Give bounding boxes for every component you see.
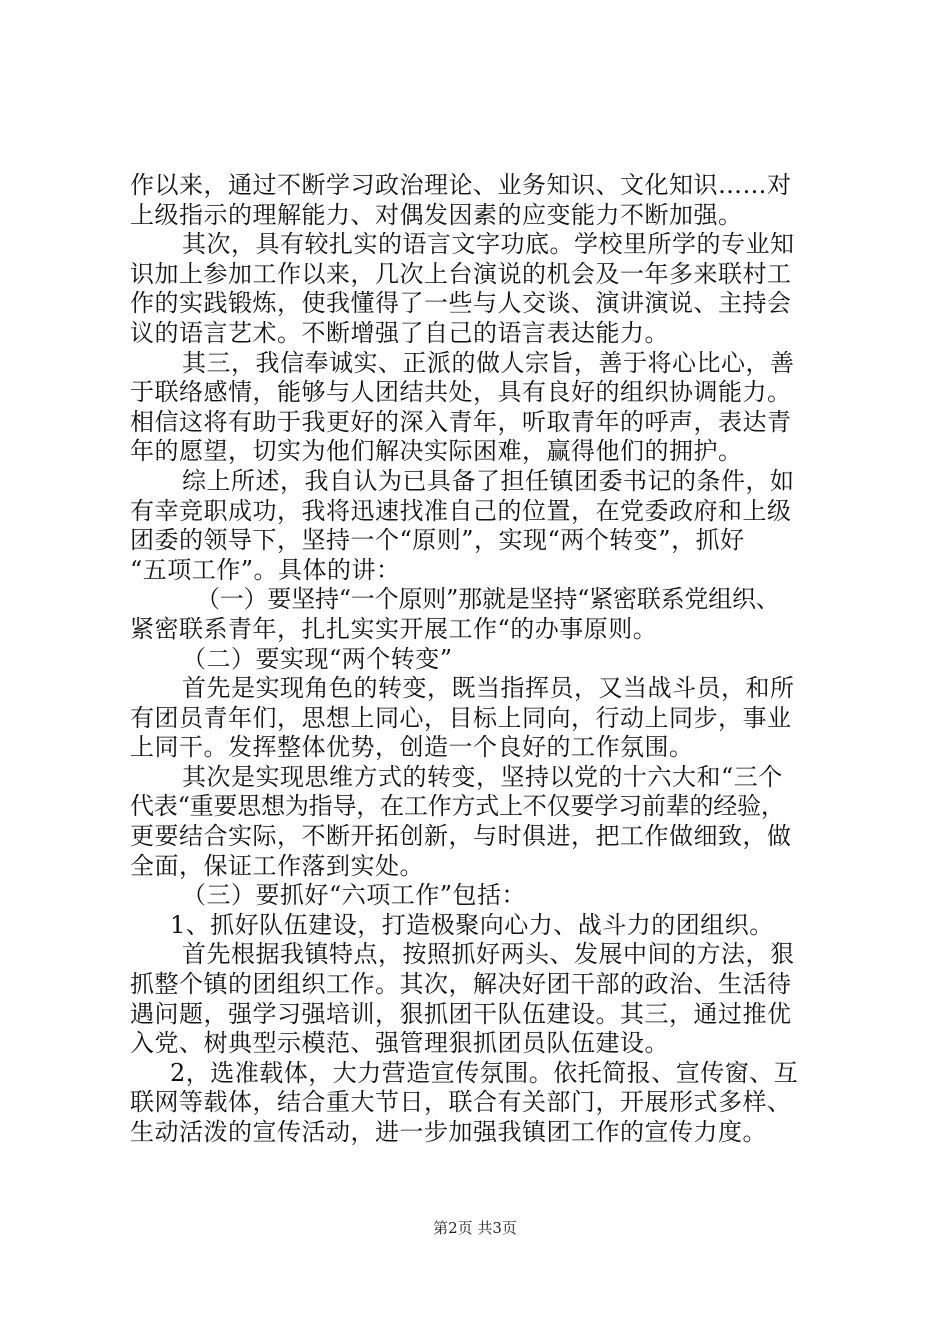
text-line: 代表“重要思想为指导，在工作方式上不仅要学习前辈的经验，: [130, 792, 785, 821]
text-line: 其次，具有较扎实的语言文字功底。学校里所学的专业知: [182, 230, 795, 259]
text-line: 综上所述，我自认为已具备了担任镇团委书记的条件，如: [182, 466, 795, 495]
text-line: 2，选准载体，大力营造宣传氛围。依托简报、宣传窗、互: [170, 1058, 799, 1087]
text-line: 遇问题，强学习强培训，狠抓团干队伍建设。其三，通过推优: [130, 999, 792, 1028]
text-line: 团委的领导下，坚持一个“原则”，实现“两个转变”，抓好: [130, 526, 745, 555]
document-body: [130, 171, 830, 1148]
page-number: 第2页 共3页: [433, 1219, 517, 1237]
text-line: 生动活泼的宣传活动，进一步加强我镇团工作的宣传力度。: [130, 1118, 767, 1146]
text-line: 联网等载体，结合重大节日，联合有关部门，开展形式多样、: [130, 1088, 792, 1117]
text-line: 有幸竞职成功，我将迅速找准自己的位置，在党委政府和上级: [130, 496, 792, 525]
text-line: 入党、树典型示模范、强管理狠抓团员队伍建设。: [130, 1029, 669, 1058]
text-line: 全面，保证工作落到实处。: [130, 851, 424, 880]
text-line: 上同干。发挥整体优势，创造一个良好的工作氛围。: [130, 733, 694, 762]
text-line: 相信这将有助于我更好的深入青年，听取青年的呼声，表达青: [130, 407, 792, 436]
text-line: 首先是实现角色的转变，既当指挥员，又当战斗员，和所: [182, 674, 795, 703]
text-line: 其三，我信奉诚实、正派的做人宗旨，善于将心比心，善: [182, 348, 795, 377]
text-line: （一）要坚持“一个原则”那就是坚持“紧密联系党组织、: [196, 585, 780, 614]
text-line: 紧密联系青年，扎扎实实开展工作“的办事原则。: [130, 614, 658, 643]
text-line: 于联络感情，能够与人团结共处，具有良好的组织协调能力。: [130, 378, 792, 407]
text-line: 抓整个镇的团组织工作。其次，解决好团干部的政治、生活待: [130, 970, 792, 999]
text-line: 首先根据我镇特点，按照抓好两头、发展中间的方法，狠: [182, 940, 795, 969]
text-line: 识加上参加工作以来，几次上台演说的机会及一年多来联村工: [130, 259, 792, 288]
text-line: 上级指示的理解能力、对偶发因素的应变能力不断加强。: [130, 200, 743, 229]
text-line: （三）要抓好“六项工作”包括：: [182, 881, 527, 910]
text-line: 1、抓好队伍建设，打造极聚向心力、战斗力的团组织。: [170, 910, 774, 939]
text-line: 有团员青年们，思想上同心，目标上同向，行动上同步，事业: [130, 703, 792, 732]
text-line: 其次是实现思维方式的转变，坚持以党的十六大和“三个: [182, 762, 783, 791]
text-line: 议的语言艺术。不断增强了自己的语言表达能力。: [130, 318, 669, 347]
text-line: “五项工作”。具体的讲：: [130, 555, 401, 584]
text-line: 更要结合实际，不断开拓创新，与时俱进，把工作做细致，做: [130, 822, 792, 851]
text-line: 作以来，通过不断学习政治理论、业务知识、文化知识……对: [130, 171, 792, 199]
page-footer: [0, 1218, 950, 1238]
text-line: （二）要实现“两个转变”: [182, 644, 453, 673]
text-line: 年的愿望，切实为他们解决实际困难，赢得他们的拥护。: [130, 437, 743, 466]
text-line: 作的实践锻炼，使我懂得了一些与人交谈、演讲演说、主持会: [130, 289, 792, 318]
